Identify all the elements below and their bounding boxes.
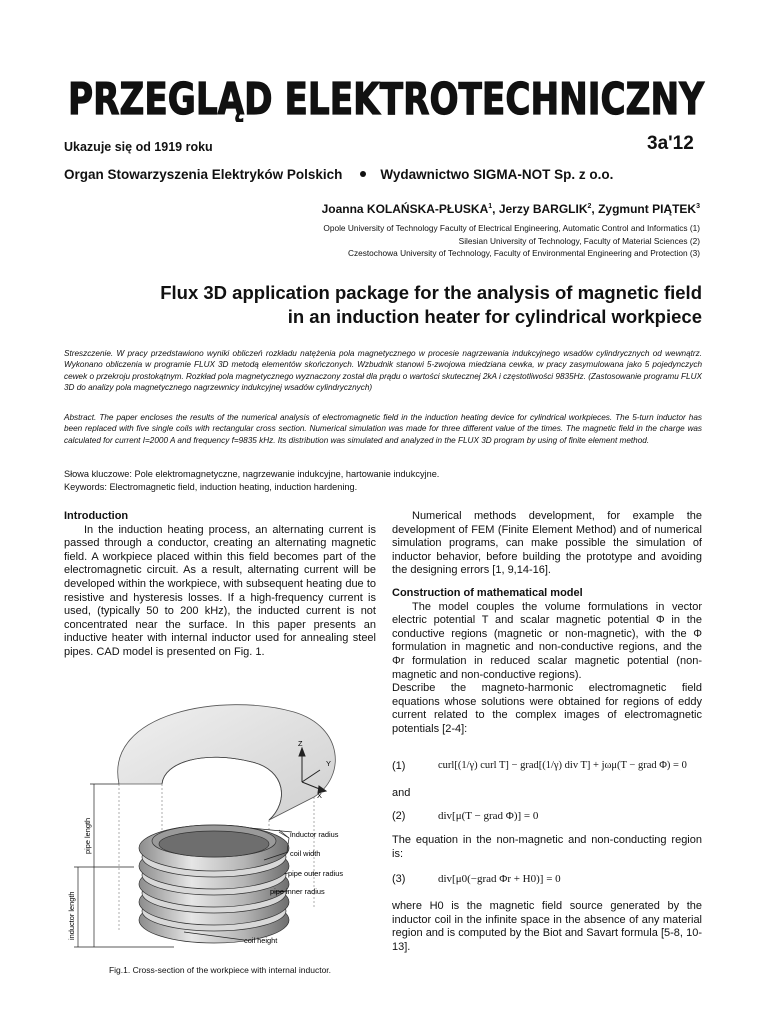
- pipe-outer-surface: [118, 705, 336, 820]
- figure-caption: Fig.1. Cross-section of the workpiece with internal inductor.: [108, 965, 332, 975]
- and-text: and: [392, 787, 411, 799]
- equation-body: div[μ0(−grad Φr + H0)] = 0: [438, 873, 561, 885]
- equation-body: curl[(1/γ) curl T] − grad[(1/γ) div T] + jωμ(T − grad Φ) = 0: [438, 760, 687, 771]
- organ-name: Organ Stowarzyszenia Elektryków Polskich: [64, 167, 343, 182]
- masthead-title: PRZEGLĄD ELEKTROTECHNICZNY: [68, 74, 705, 122]
- since-line: Ukazuje się od 1919 roku: [64, 140, 213, 154]
- affiliation: Silesian University of Technology, Faculty of Material Sciences (2): [458, 235, 700, 246]
- streszczenie: Streszczenie. W pracy przedstawiono wyniki obliczeń rozkładu natężenia pola magnetycznego w procesie nagrzewania indukcyjnego wsadów cylindrycznych od wewnątrz. Wykonano obliczenia w programie FLUX 3D metodą elementów skończonych. Wzbudnik stanowi 5-zwojowa miedziana cewka, w pracy zasymulowana jako 5 pojedynczych cewek o przekroju prostokątnym. Rozkład pola magnetycznego wyznaczony został dla prądu o wartości skutecznej 2kA i częstotliwości 9835Hz. (Zastosowanie programu FLUX 3D do analizy pola magnetycznego nagrzewnicy indukcyjnej wsadów cylindrycznych): [64, 349, 702, 392]
- describe-paragraph: Describe the magneto-harmonic electromagnetic field equations whose solutions were obtained for regions of eddy current related to the complex images of electromagnetic potentials [2-4]:: [392, 682, 702, 735]
- label-inductor-length: inductor length: [67, 891, 76, 940]
- author-sup: 2: [587, 203, 592, 210]
- label-pipe-outer-radius: pipe outer radius: [288, 869, 344, 878]
- author-name: Joanna KOLAŃSKA-PŁUSKA: [321, 202, 489, 216]
- keywords-en: Keywords: Electromagnetic field, induction heating, induction hardening.: [64, 482, 358, 492]
- affiliations: [323, 222, 700, 260]
- keywords-pl: Słowa kluczowe: Pole elektromagnetyczne, nagrzewanie indukcyjne, hartowanie indukcyjne.: [64, 469, 440, 479]
- bullet-icon: [360, 171, 366, 177]
- pipe-inner-edge: [162, 757, 281, 820]
- issue-number: 3a'12: [647, 133, 694, 154]
- nonmag-paragraph: The equation in the non-magnetic and non-conducting region is:: [392, 834, 702, 860]
- axis-y-label: Y: [326, 759, 331, 768]
- section-heading: Construction of mathematical model: [392, 586, 583, 599]
- author-sup: 3: [696, 203, 700, 210]
- title-line: Flux 3D application package for the analysis of magnetic field: [160, 282, 702, 303]
- affiliation: Opole University of Technology Faculty of Electrical Engineering, Automatic Control and Informatics (1): [323, 223, 700, 233]
- equation-number: (2): [392, 810, 406, 822]
- equation-number: (3): [392, 873, 406, 885]
- figure-1: [64, 692, 376, 960]
- author-name: Zygmunt PIĄTEK: [598, 202, 697, 216]
- abstract: Abstract. The paper encloses the results of the numerical analysis of electromagnetic field in the induction heating device for cylindrical workpieces. The 5-turn inductor has been replaced with five single coils with rectangular cross section. Numerical simulation was made for three different value of the times. The magnetic field in the charge was calculated for current I=2000 A and frequency f=9835 kHz. Its distribution was simulated and analyzed in the FLUX 3D program by using of finite element method.: [64, 413, 702, 445]
- affiliation: Czestochowa University of Technology, Faculty of Environmental Engineering and Protection (3): [347, 248, 700, 258]
- title-line: in an induction heater for cylindrical workpiece: [287, 306, 702, 327]
- where-paragraph: where H0 is the magnetic field source generated by the inductor coil in the infinite space in the absence of any material region and is computed by the Biot and Savart formula [5-8, 10-13].: [392, 900, 702, 953]
- right-column: [392, 510, 702, 737]
- label-coil-height: coil height: [244, 936, 278, 945]
- author-sup: 1: [488, 203, 493, 210]
- organ-line: [64, 167, 613, 182]
- axis-x-label: X: [317, 791, 322, 800]
- model-paragraph: The model couples the volume formulations in vector electric potential T and scalar magnetic potential Φ in the conductive regions (magnetic or non-magnetic), with the Φ formulation in magnetic and non-conductive regions, and the Φr formulation in reduced scalar magnetic potential (non-magnetic and non-conductive regions).: [392, 600, 702, 681]
- paper-title: [60, 281, 702, 329]
- label-pipe-inner-radius: pipe inner radius: [270, 887, 325, 896]
- section-heading: Introduction: [64, 510, 129, 522]
- fem-paragraph: Numerical methods development, for example the development of FEM (Finite Element Method) and of numerical simulation programs, can make possible the simulation of inductor behavior, before building the prototype and avoiding the designing errors [1, 9,14-16].: [392, 510, 702, 577]
- equation-body: div[μ(T − grad Φ)] = 0: [438, 810, 539, 822]
- author-name: Jerzy BARGLIK: [498, 202, 588, 216]
- inductor-coil: [139, 825, 289, 943]
- equation-number: (1): [392, 760, 406, 772]
- authors-line: Joanna KOLAŃSKA-PŁUSKA$^1$, Jerzy BARGLIK$^2$, Zygmunt PIĄTEK$^3$: [321, 202, 700, 216]
- publisher-name: Wydawnictwo SIGMA-NOT Sp. z o.o.: [380, 167, 614, 182]
- journal-masthead: [66, 70, 706, 122]
- axis-z-label: Z: [298, 739, 303, 748]
- left-column: [64, 510, 376, 660]
- label-pipe-length: pipe length: [83, 817, 92, 854]
- label-inductor-radius: inductor radius: [290, 830, 339, 839]
- label-coil-width: coil width: [290, 849, 321, 858]
- intro-paragraph: In the induction heating process, an alternating current is passed through a conductor, creating an alternating magnetic field. A workpiece placed within this field becomes part of the electromagnetic circuit. As a result, alternating current will be developed within the workpiece, with subsequent heating due to resistive and hysteresis losses. If a high-frequency current is used, (typically 50 to 200 kHz), the inducted current is not concentrated near the surface. In this paper presents an inductive heater with internal inductor used for annealing steel pipes. CAD model is presented on Fig. 1.: [64, 523, 376, 658]
